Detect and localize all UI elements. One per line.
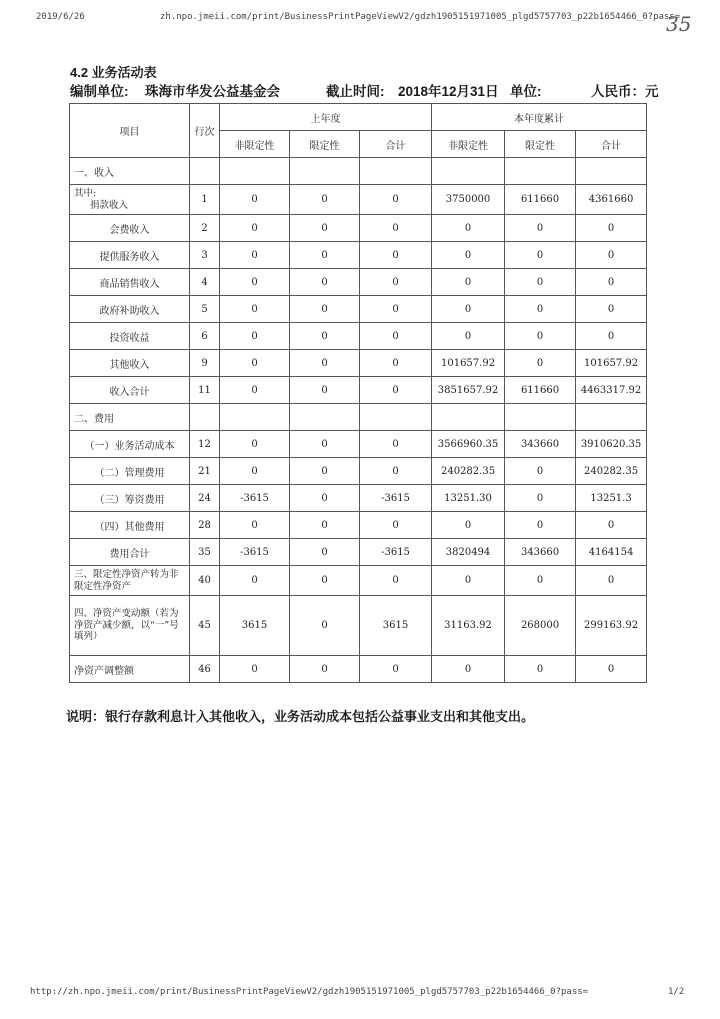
row-line-number <box>190 158 220 185</box>
cell-value: 0 <box>505 350 576 377</box>
cell-value: 0 <box>360 215 432 242</box>
table-row <box>70 350 647 377</box>
cell-value: 0 <box>576 566 647 596</box>
row-item-name: 政府补助收入 <box>70 296 190 323</box>
cell-value: 0 <box>220 512 290 539</box>
cell-value: 4463317.92 <box>576 377 647 404</box>
prepared-by-label: 编制单位: <box>70 84 129 99</box>
table-row <box>70 215 647 242</box>
cell-value: 0 <box>432 656 505 683</box>
cell-value: 0 <box>505 512 576 539</box>
cell-value: 0 <box>576 242 647 269</box>
currency-value: 人民币：元 <box>591 84 659 99</box>
deadline-label: 截止时间: <box>326 84 385 99</box>
row-line-number: 24 <box>190 485 220 512</box>
col-header-item: 项目 <box>70 104 190 158</box>
table-row <box>70 596 647 656</box>
cell-value <box>290 158 360 185</box>
row-item-name: 一、收入 <box>70 158 190 185</box>
cell-value: 0 <box>220 242 290 269</box>
table-row <box>70 404 647 431</box>
cell-value: 0 <box>432 242 505 269</box>
col-header-line: 行次 <box>190 104 220 158</box>
row-item-name: （三）筹资费用 <box>70 485 190 512</box>
table-row <box>70 512 647 539</box>
row-item-label: 捐款收入 <box>90 199 129 211</box>
row-line-number: 3 <box>190 242 220 269</box>
cell-value: 0 <box>360 242 432 269</box>
cell-value <box>576 404 647 431</box>
cell-value: 0 <box>220 269 290 296</box>
cell-value: 0 <box>220 458 290 485</box>
row-item-name: 四、净资产变动额（若为净资产减少额，以“一”号填列） <box>70 596 190 656</box>
cell-value: 0 <box>290 539 360 566</box>
cell-value: 0 <box>360 458 432 485</box>
cell-value: 611660 <box>505 377 576 404</box>
cell-value: 0 <box>360 566 432 596</box>
cell-value <box>505 158 576 185</box>
row-item-name: 其他收入 <box>70 350 190 377</box>
section-title: 4.2 业务活动表 <box>70 65 157 80</box>
col-header-unrestricted: 非限定性 <box>432 131 505 158</box>
row-item-name: 投资收益 <box>70 323 190 350</box>
table-row <box>70 323 647 350</box>
cell-value <box>290 404 360 431</box>
table-row <box>70 158 647 185</box>
cell-value: 3910620.35 <box>576 431 647 458</box>
row-line-number: 9 <box>190 350 220 377</box>
cell-value: 0 <box>432 269 505 296</box>
row-line-number: 28 <box>190 512 220 539</box>
row-item-name: 收入合计 <box>70 377 190 404</box>
cell-value: 0 <box>290 566 360 596</box>
cell-value: 0 <box>432 512 505 539</box>
row-item-name <box>70 185 190 215</box>
table-row <box>70 566 647 596</box>
table-row <box>70 242 647 269</box>
table-row <box>70 656 647 683</box>
footnote: 说明：银行存款利息计入其他收入，业务活动成本包括公益事业支出和其他支出。 <box>66 709 535 724</box>
cell-value: 299163.92 <box>576 596 647 656</box>
cell-value: -3615 <box>360 485 432 512</box>
cell-value: 0 <box>432 566 505 596</box>
row-item-name: （四）其他费用 <box>70 512 190 539</box>
row-line-number: 45 <box>190 596 220 656</box>
col-group-this-year: 本年度累计 <box>432 104 647 131</box>
org-name: 珠海市华发公益基金会 <box>145 84 280 99</box>
table-row <box>70 185 647 215</box>
cell-value: 0 <box>360 185 432 215</box>
row-line-number: 12 <box>190 431 220 458</box>
cell-value: 0 <box>290 350 360 377</box>
cell-value: 0 <box>505 458 576 485</box>
cell-value: 0 <box>360 350 432 377</box>
cell-value <box>360 158 432 185</box>
row-line-number: 35 <box>190 539 220 566</box>
cell-value: 0 <box>505 485 576 512</box>
cell-value: 0 <box>505 323 576 350</box>
handwritten-page-mark: 35 <box>666 12 692 36</box>
cell-value: 0 <box>505 656 576 683</box>
print-url-footer: http://zh.npo.jmeii.com/print/BusinessPrintPageViewV2/gdzh1905151971005_plgd5757703_p22b1654466_0?pass= <box>30 987 589 997</box>
row-item-name: （一）业务活动成本 <box>70 431 190 458</box>
cell-value: 0 <box>290 431 360 458</box>
cell-value: 13251.30 <box>432 485 505 512</box>
cell-value: -3615 <box>220 539 290 566</box>
col-group-last-year: 上年度 <box>220 104 432 131</box>
cell-value <box>576 158 647 185</box>
cell-value <box>220 404 290 431</box>
table-row <box>70 431 647 458</box>
cell-value: 0 <box>290 215 360 242</box>
table-row <box>70 296 647 323</box>
deadline-value: 2018年12月31日 <box>398 84 499 99</box>
row-item-name: 会费收入 <box>70 215 190 242</box>
cell-value: 0 <box>290 512 360 539</box>
cell-value: 0 <box>290 485 360 512</box>
cell-value: 0 <box>360 269 432 296</box>
cell-value: 0 <box>360 296 432 323</box>
cell-value: 0 <box>290 377 360 404</box>
row-item-prefix: 其中: <box>74 187 97 199</box>
cell-value: 3615 <box>360 596 432 656</box>
col-header-total: 合计 <box>576 131 647 158</box>
cell-value: 0 <box>290 323 360 350</box>
cell-value: 0 <box>220 377 290 404</box>
cell-value: 101657.92 <box>432 350 505 377</box>
row-line-number: 4 <box>190 269 220 296</box>
cell-value <box>220 158 290 185</box>
row-item-name: 提供服务收入 <box>70 242 190 269</box>
table-row <box>70 458 647 485</box>
table-row <box>70 539 647 566</box>
cell-value: 343660 <box>505 539 576 566</box>
cell-value: 268000 <box>505 596 576 656</box>
cell-value: 0 <box>576 656 647 683</box>
cell-value: 0 <box>505 269 576 296</box>
unit-label: 单位: <box>510 84 542 99</box>
cell-value: 0 <box>290 458 360 485</box>
cell-value: 0 <box>432 296 505 323</box>
col-header-unrestricted: 非限定性 <box>220 131 290 158</box>
row-item-name: （二）管理费用 <box>70 458 190 485</box>
cell-value: 0 <box>505 296 576 323</box>
cell-value: 0 <box>290 242 360 269</box>
cell-value: 611660 <box>505 185 576 215</box>
cell-value: 3820494 <box>432 539 505 566</box>
cell-value: 0 <box>360 377 432 404</box>
cell-value: 0 <box>290 185 360 215</box>
cell-value: 0 <box>360 431 432 458</box>
cell-value: 0 <box>290 269 360 296</box>
print-date: 2019/6/26 <box>36 12 85 22</box>
cell-value: 0 <box>576 269 647 296</box>
cell-value: 0 <box>360 323 432 350</box>
print-url-header: zh.npo.jmeii.com/print/BusinessPrintPageViewV2/gdzh1905151971005_plgd5757703_p22b1654466_0?pass= <box>160 12 681 22</box>
row-line-number: 21 <box>190 458 220 485</box>
cell-value <box>432 158 505 185</box>
cell-value: 240282.35 <box>576 458 647 485</box>
table-row <box>70 377 647 404</box>
cell-value: 0 <box>505 215 576 242</box>
row-line-number: 40 <box>190 566 220 596</box>
row-item-name: 二、费用 <box>70 404 190 431</box>
cell-value: 0 <box>220 350 290 377</box>
cell-value <box>432 404 505 431</box>
row-item-name: 三、限定性净资产转为非限定性净资产 <box>70 566 190 596</box>
cell-value: 0 <box>220 656 290 683</box>
cell-value: 0 <box>220 215 290 242</box>
cell-value: 0 <box>505 566 576 596</box>
cell-value: 0 <box>576 323 647 350</box>
cell-value: 0 <box>576 296 647 323</box>
table-header-row <box>70 104 647 131</box>
cell-value: 240282.35 <box>432 458 505 485</box>
cell-value: 4164154 <box>576 539 647 566</box>
business-activity-table <box>69 103 647 683</box>
table-row <box>70 485 647 512</box>
cell-value: 13251.3 <box>576 485 647 512</box>
cell-value: 343660 <box>505 431 576 458</box>
row-item-name: 费用合计 <box>70 539 190 566</box>
cell-value: 31163.92 <box>432 596 505 656</box>
row-line-number <box>190 404 220 431</box>
row-line-number: 6 <box>190 323 220 350</box>
cell-value: 3566960.35 <box>432 431 505 458</box>
table-row <box>70 269 647 296</box>
cell-value: 0 <box>290 656 360 683</box>
cell-value <box>360 404 432 431</box>
cell-value: 3750000 <box>432 185 505 215</box>
row-line-number: 46 <box>190 656 220 683</box>
cell-value: 0 <box>505 242 576 269</box>
row-line-number: 1 <box>190 185 220 215</box>
cell-value: 0 <box>220 323 290 350</box>
cell-value: -3615 <box>220 485 290 512</box>
row-line-number: 2 <box>190 215 220 242</box>
cell-value: -3615 <box>360 539 432 566</box>
cell-value: 0 <box>220 431 290 458</box>
cell-value: 0 <box>360 656 432 683</box>
cell-value: 0 <box>576 215 647 242</box>
col-header-restricted: 限定性 <box>505 131 576 158</box>
row-line-number: 5 <box>190 296 220 323</box>
row-item-name: 净资产调整额 <box>70 656 190 683</box>
cell-value: 0 <box>220 296 290 323</box>
cell-value: 0 <box>576 512 647 539</box>
col-header-restricted: 限定性 <box>290 131 360 158</box>
cell-value: 3615 <box>220 596 290 656</box>
cell-value <box>505 404 576 431</box>
cell-value: 0 <box>432 323 505 350</box>
cell-value: 101657.92 <box>576 350 647 377</box>
col-header-total: 合计 <box>360 131 432 158</box>
cell-value: 0 <box>220 185 290 215</box>
row-line-number: 11 <box>190 377 220 404</box>
cell-value: 3851657.92 <box>432 377 505 404</box>
cell-value: 4361660 <box>576 185 647 215</box>
cell-value: 0 <box>290 596 360 656</box>
cell-value: 0 <box>220 566 290 596</box>
page-number: 1/2 <box>668 987 685 997</box>
row-item-name: 商品销售收入 <box>70 269 190 296</box>
cell-value: 0 <box>290 296 360 323</box>
cell-value: 0 <box>360 512 432 539</box>
cell-value: 0 <box>432 215 505 242</box>
